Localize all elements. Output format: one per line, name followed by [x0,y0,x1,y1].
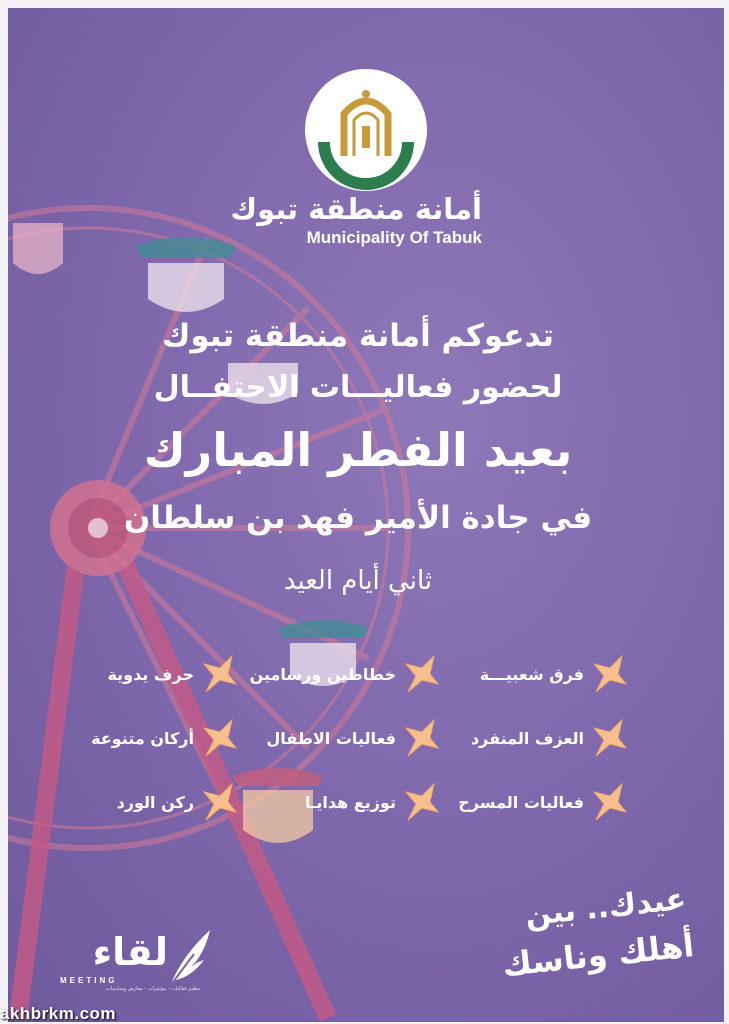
organization-name-arabic: أمانة منطقة تبوك [230,192,482,226]
website-watermark: akhbrkm.com [0,1004,117,1023]
star-icon [404,782,440,822]
activity-label: العزف المنفرد [470,728,584,748]
brand-subtitle: تنظيم فعاليات - مؤتمرات - معارض ومناسبات [106,986,201,992]
star-icon [404,654,440,694]
activity-item [240,654,440,694]
activity-label: أركان متنوعة [91,728,194,748]
star-icon [592,654,628,694]
star-icon [202,718,238,758]
activity-label: خطاطين ورسامين [249,664,396,684]
poster [8,8,724,1022]
activity-item [428,654,628,694]
invitation-line-2: لحضور فعاليـــات الاحتفــال [153,370,563,405]
activity-label: فعاليات الاطفال [266,728,396,748]
eid-slogan [478,881,698,998]
brand-name: لقاء [92,930,168,974]
activity-item [38,654,238,694]
activity-item [428,718,628,758]
activity-item [240,718,440,758]
organization-name-english: Municipality Of Tabuk [306,228,482,247]
activity-item [428,782,628,822]
activity-label: حرف يدوية [107,664,194,684]
activity-item [240,782,440,822]
invitation-line-1: تدعوكم أمانة منطقة تبوك [161,318,555,354]
star-icon [202,782,238,822]
feather-icon [164,926,214,988]
liqaa-brand-logo [46,926,216,996]
activity-label: توزيع هدايـا [304,792,396,812]
activity-label: ركن الورد [116,792,194,812]
star-icon [592,782,628,822]
brand-tagline: MEETING [60,976,118,985]
activity-item [38,718,238,758]
slogan-line-2: أهلك وناسك [500,926,696,984]
slogan-line-1: عيدك.. بين [523,881,688,934]
activity-label: فرق شعبيـــة [479,664,584,684]
event-title: بعيد الفطر المبارك [143,423,573,477]
star-icon [404,718,440,758]
activity-item [38,782,238,822]
star-icon [202,654,238,694]
event-date: ثاني أيام العيد [283,566,433,596]
tabuk-municipality-logo [304,68,428,192]
activity-label: فعاليات المسرح [458,792,584,812]
event-location: في جادة الأمير فهد بن سلطان [123,500,593,536]
star-icon [592,718,628,758]
